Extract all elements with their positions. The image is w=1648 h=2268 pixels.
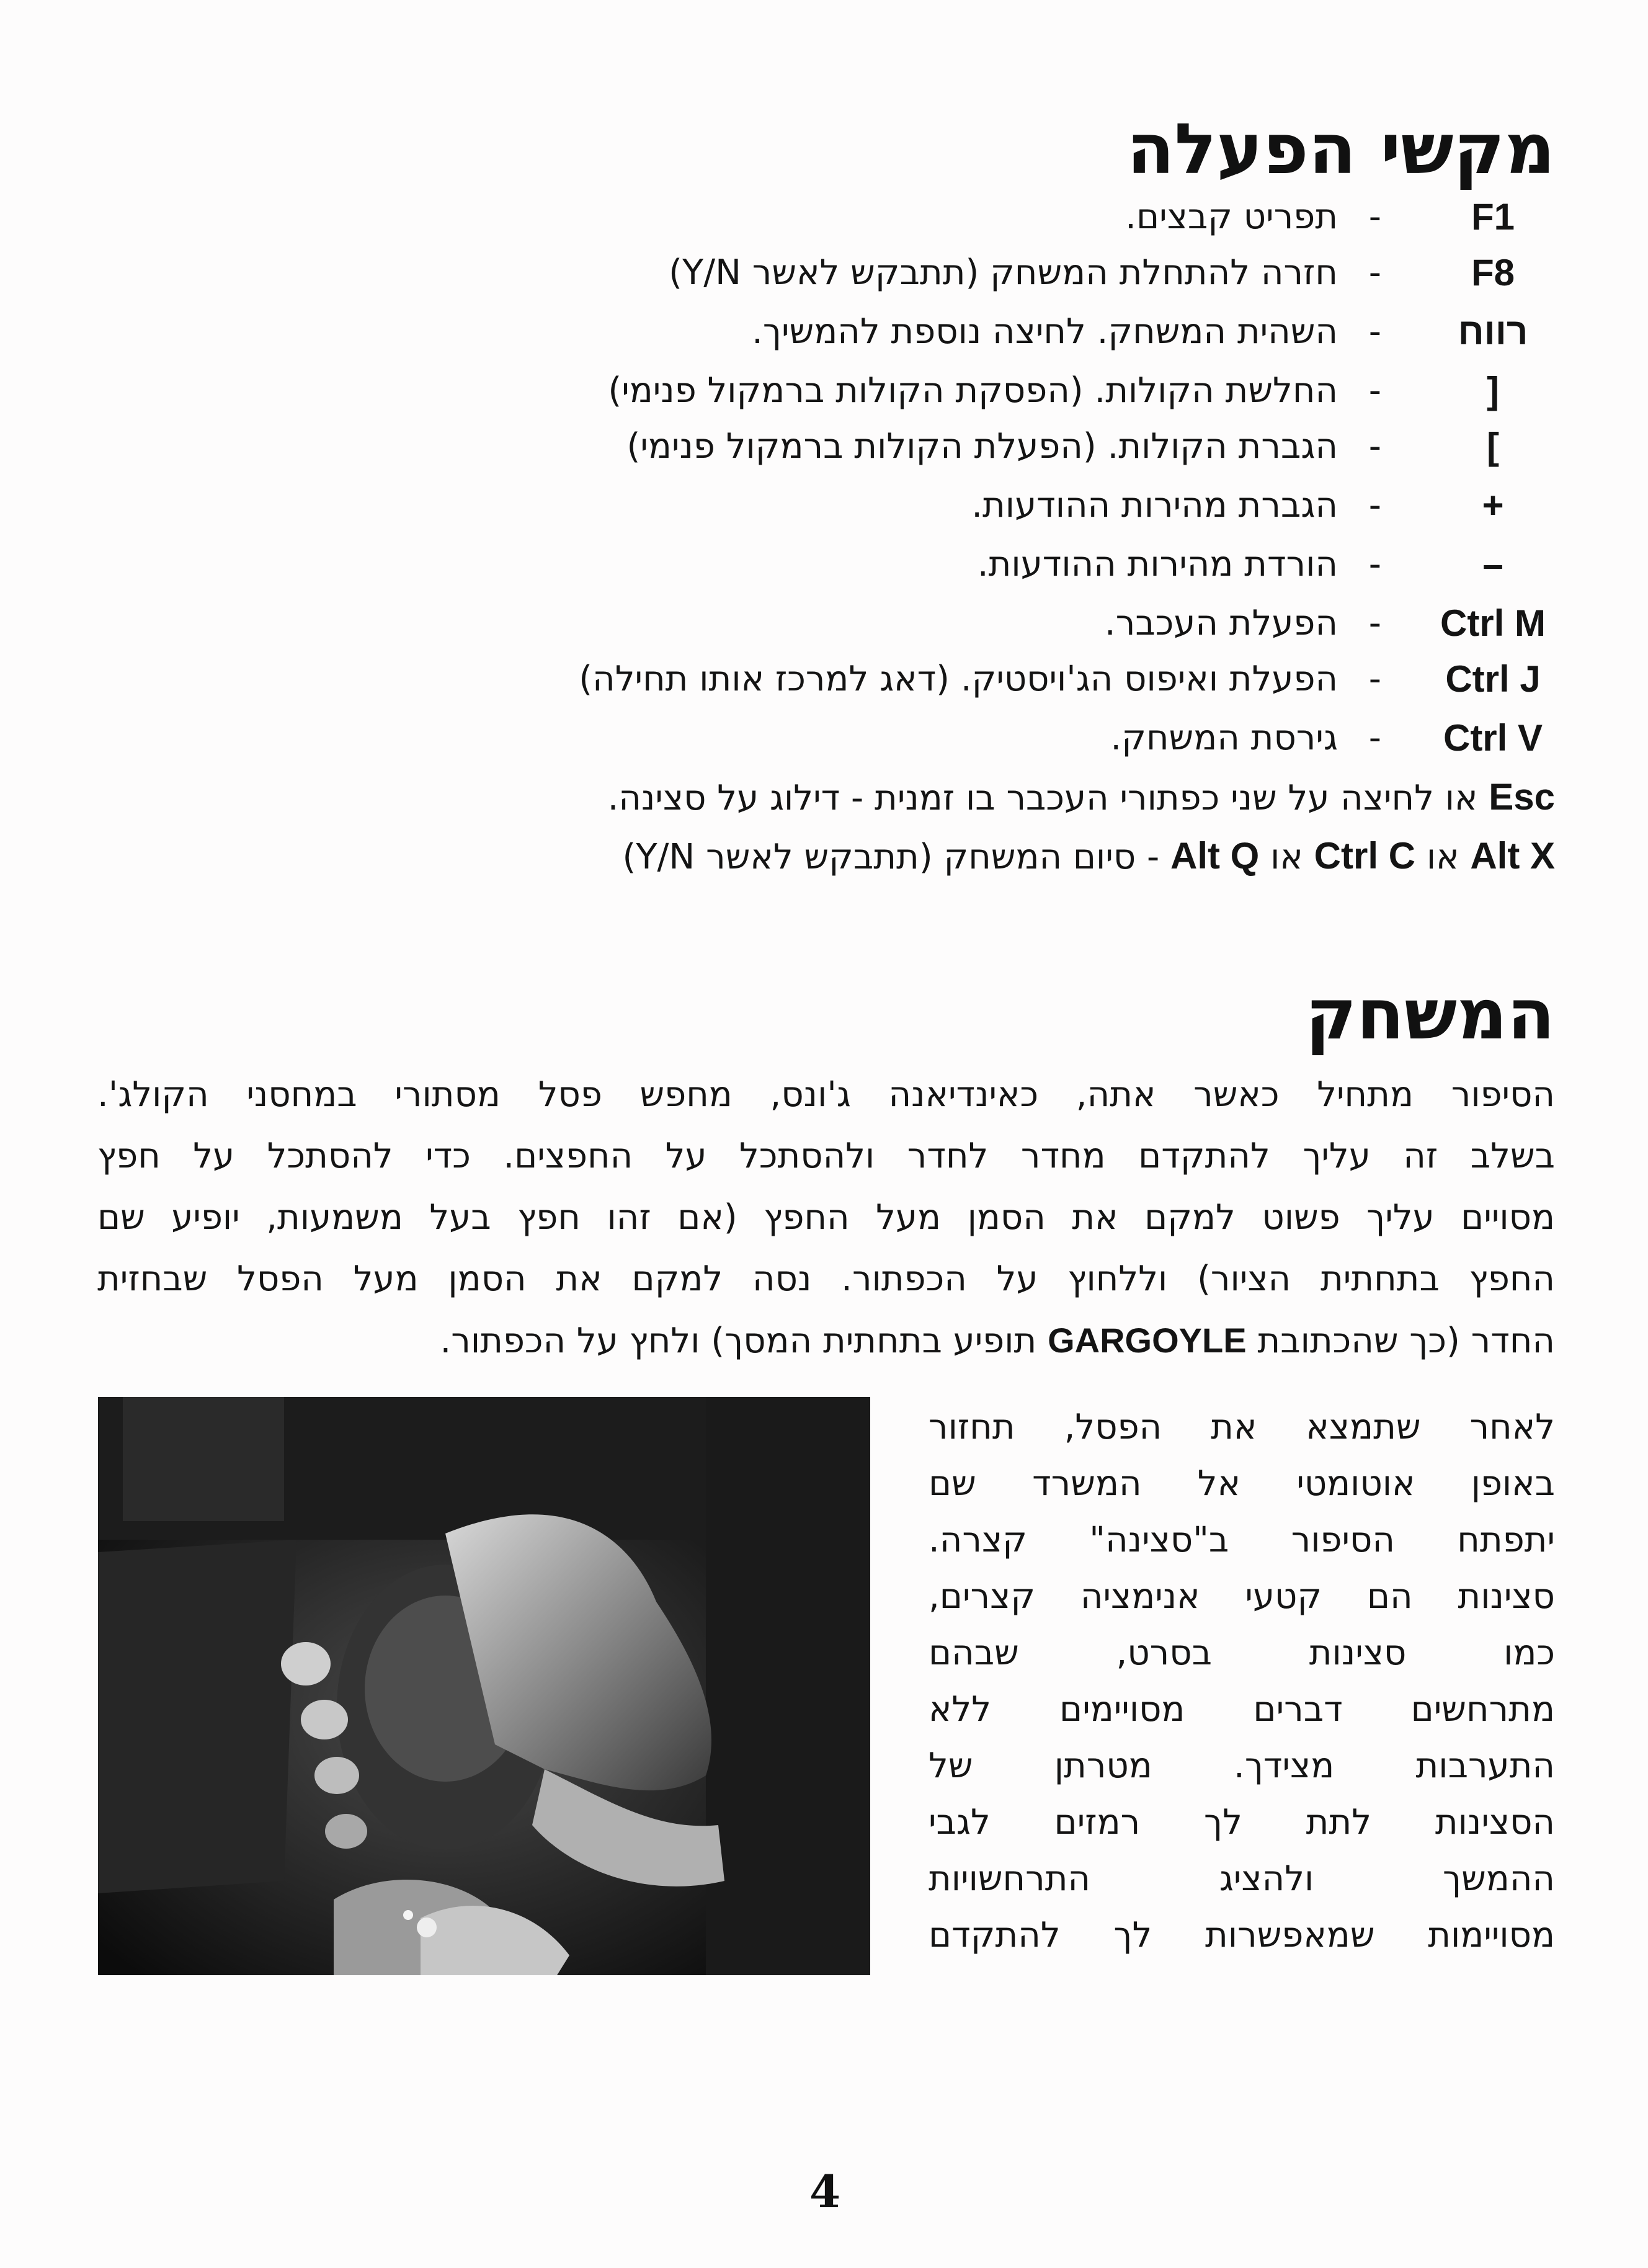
side-line: הסצינות לתת לך רמזים לגבי xyxy=(929,1802,1555,1842)
side-paragraph xyxy=(929,1399,1555,1963)
key-label: Ctrl C xyxy=(1314,835,1415,877)
paragraph-line: החפץ בתחתית הציור) וללחוץ על הכפתור. נסה למקם את הסמן מעל הפסל שבחזית xyxy=(97,1259,1555,1299)
key-label: – xyxy=(1482,543,1503,585)
text-fragment: החדר (כך שהכתובת xyxy=(1257,1321,1555,1361)
key-label: Esc xyxy=(1489,776,1555,818)
quit-description: - סיום המשחק (תתבקש לאשר Y/N) xyxy=(622,837,1160,877)
side-line: מתרחשים דברים מסויימים ללא xyxy=(929,1689,1555,1730)
dash: - xyxy=(1368,544,1381,584)
key-description: הגברת הקולות. (הפעלת הקולות ברמקול פנימי) xyxy=(626,426,1338,467)
text-fragment: תופיע בתחתית המסך) ולחץ על הכפתור. xyxy=(440,1321,1037,1361)
key-label: F8 xyxy=(1471,252,1515,293)
key-label: [ xyxy=(1487,426,1499,467)
key-label: רווח xyxy=(1458,311,1528,352)
key-label: F1 xyxy=(1471,196,1515,238)
key-label: ] xyxy=(1487,370,1499,411)
key-label: Ctrl J xyxy=(1445,658,1541,700)
story-paragraph xyxy=(97,1064,1555,1372)
key-row xyxy=(128,651,1555,707)
key-description: הגברת מהירות ההודעות. xyxy=(971,485,1338,525)
key-description: חזרה להתחלת המשחק (תתבקש לאשר Y/N) xyxy=(669,252,1338,293)
key-label: + xyxy=(1482,484,1504,526)
side-line: התערבות מצידך. מטרתן של xyxy=(929,1746,1555,1786)
key-row xyxy=(128,478,1555,534)
paragraph-line: הסיפור מתחיל כאשר אתה, כאינדיאנה ג'ונס, מחפש פסל מסתורי במחסני הקולג'. xyxy=(97,1074,1555,1115)
side-line: מסויימות שמאפשרות לך להתקדם xyxy=(929,1915,1555,1955)
paragraph-line: מסויים עליך פשוט למקם את הסמן מעל החפץ (אם זהו חפץ בעל משמעות, יופיע שם xyxy=(97,1197,1555,1238)
dash: - xyxy=(1368,197,1381,237)
dash: - xyxy=(1368,311,1381,352)
key-description: השהית המשחק. לחיצה נוספת להמשיך. xyxy=(752,311,1338,352)
side-line: יתפתח הסיפור ב"סצינה" קצרה. xyxy=(929,1520,1555,1560)
dash: - xyxy=(1368,718,1381,758)
dash: - xyxy=(1368,370,1381,411)
key-description: גירסת המשחק. xyxy=(1110,718,1338,758)
key-label: Ctrl M xyxy=(1440,602,1546,644)
hand-holding-statue-illustration xyxy=(98,1397,870,1975)
side-line: סצינות הם קטעי אנימציה קצרים, xyxy=(929,1576,1555,1617)
dash: - xyxy=(1368,485,1381,525)
or-word: או xyxy=(1426,837,1459,877)
key-row xyxy=(128,537,1555,592)
page-number: 4 xyxy=(809,2165,841,2218)
side-line: באופן אוטומטי אל המשרד שם xyxy=(929,1463,1555,1504)
quit-line xyxy=(128,828,1555,885)
section-title-keys: מקשי הפעלה xyxy=(1126,109,1555,190)
key-label: Alt Q xyxy=(1170,835,1260,877)
side-line: כמו סצינות בסרט, שבהם xyxy=(929,1633,1555,1673)
side-line: לאחר שתמצא את הפסל, תחזור xyxy=(929,1407,1555,1447)
key-label: Ctrl V xyxy=(1443,717,1543,759)
dash: - xyxy=(1368,426,1381,467)
section-title-game: המשחק xyxy=(1305,975,1555,1055)
key-description: החלשת הקולות. (הפסקת הקולות ברמקול פנימי) xyxy=(608,370,1338,411)
paragraph-line: בשלב זה עליך להתקדם מחדר לחדר ולהסתכל על החפצים. כדי להסתכל על חפץ xyxy=(97,1136,1555,1176)
key-row xyxy=(128,189,1555,245)
key-row xyxy=(128,710,1555,766)
key-row xyxy=(128,245,1555,301)
keyword-gargoyle: GARGOYLE xyxy=(1048,1321,1247,1360)
key-row xyxy=(128,363,1555,419)
dash: - xyxy=(1368,659,1381,699)
key-row xyxy=(128,596,1555,651)
or-word: או xyxy=(1270,837,1303,877)
key-label: Alt X xyxy=(1470,835,1555,877)
dash: - xyxy=(1368,252,1381,293)
key-description: הפעלת ואיפוס הג'ויסטיק. (דאג למרכז אותו תחילה) xyxy=(579,659,1338,699)
esc-line xyxy=(128,769,1555,826)
key-description: הורדת מהירות ההודעות. xyxy=(977,544,1338,584)
paragraph-line-last xyxy=(97,1310,1555,1372)
key-row xyxy=(128,419,1555,475)
side-line: ההמשך ולהציג התרחשויות xyxy=(929,1859,1555,1899)
dash: - xyxy=(1368,603,1381,643)
key-row xyxy=(128,304,1555,360)
key-description: תפריט קבצים. xyxy=(1125,197,1338,237)
key-description: הפעלת העכבר. xyxy=(1104,603,1338,643)
game-screenshot-image xyxy=(98,1397,870,1975)
esc-description: או לחיצה על שני כפתורי העכבר בו זמנית - דילוג על סצינה. xyxy=(607,778,1478,818)
